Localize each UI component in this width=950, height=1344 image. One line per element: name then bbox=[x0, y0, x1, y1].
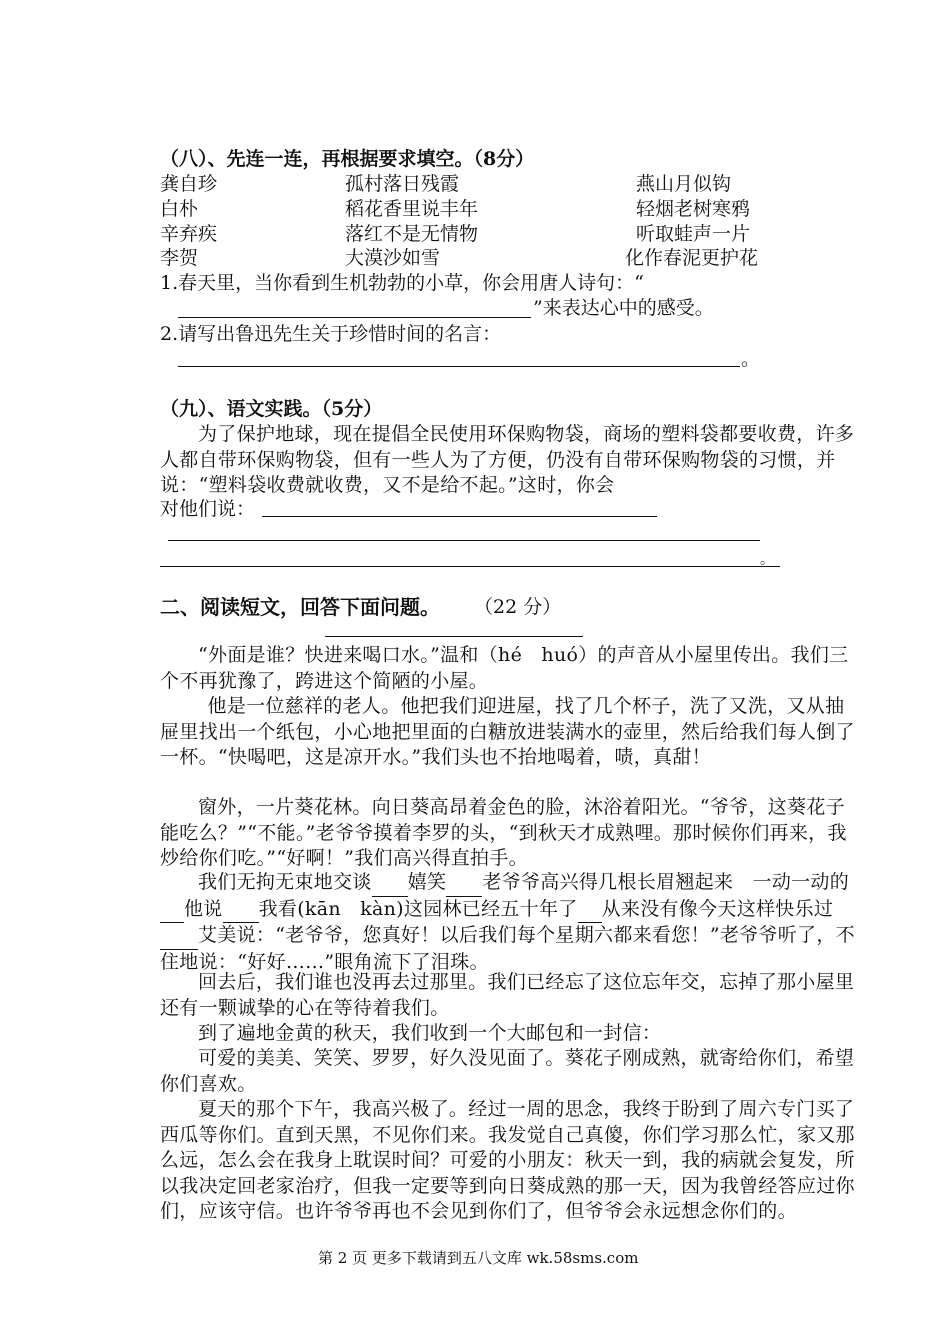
question-2-end: 。 bbox=[741, 348, 761, 370]
p4-part-b: 嬉笑 bbox=[407, 871, 447, 893]
poet-1: 龚自珍 bbox=[160, 173, 218, 195]
p4-part-g: 艾美说：“老爷爷，您真好！以后我们每个星期六都来看您！”老爷爷听了，不住地说：“好好……”眼角流下了泪珠。 bbox=[160, 924, 855, 973]
answer-line-9c[interactable] bbox=[160, 566, 780, 567]
question-1: 1.春天里，当你看到生机勃勃的小草，你会用唐人诗句：“ bbox=[160, 272, 644, 294]
verse-b-4: 化作春泥更护花 bbox=[625, 247, 759, 269]
story-paragraph-8: 夏天的那个下午，我高兴极了。经过一周的思念，我终于盼到了周六专门买了西瓜等你们。直到天黑，不见你们来。我发觉自己真傻，你们学习那么忙，家又那么远，怎么会在我身上耽误时间？可爱的小朋友：秋天一到，我的病就会复发，所以我决定回老家治疗，但我一定要等到向日葵成熟的那一天，因为我曾经答应过你们，应该守信。也许爷爷再也不会见到你们了，但爷爷会永远想念你们的。 bbox=[160, 1098, 855, 1222]
section9-title: （九）、语文实践。（5分） bbox=[160, 398, 383, 420]
story-paragraph-7: 可爱的美美、笑笑、罗罗，好久没见面了。葵花子刚成熟，就寄给你们，希望你们喜欢。 bbox=[160, 1047, 855, 1095]
section9-end-mark: 。 bbox=[760, 552, 774, 568]
p4-part-c: 老爷爷高兴得几根长眉翘起来 一动一动的 bbox=[482, 871, 850, 893]
answer-line-9b[interactable] bbox=[168, 540, 760, 541]
story-paragraph-2: 他是一位慈祥的老人。他把我们迎进屋，找了几个杯子，洗了又洗，又从抽屉里找出一个纸包，小心地把里面的白糖放进装满水的壶里，然后给我们每人倒了一杯。“快喝吧，这是凉开水。”我们头也不抬地喝着，啧，真甜！ bbox=[160, 695, 855, 768]
answer-line-q2[interactable] bbox=[178, 366, 740, 367]
story-paragraph-4 bbox=[160, 870, 860, 975]
punct-blank-4[interactable] bbox=[223, 897, 259, 924]
section9-paragraph: 为了保护地球，现在提倡全民使用环保购物袋，商场的塑料袋都要收费，许多人都自带环保购物袋，但有一些人为了方便，仍没有自带环保购物袋的习惯，并说：“塑料袋收费就收费，又不是给不起。”这时，你会 bbox=[160, 423, 855, 496]
p4-part-d: 他说 bbox=[184, 897, 223, 920]
poet-4: 李贺 bbox=[160, 247, 199, 269]
punct-blank-3[interactable] bbox=[160, 897, 184, 924]
punct-blank-2[interactable] bbox=[446, 870, 482, 897]
verse-a-3: 落红不是无情物 bbox=[345, 223, 479, 245]
verse-b-3: 听取蛙声一片 bbox=[636, 223, 751, 245]
verse-b-2: 轻烟老树寒鸦 bbox=[636, 198, 751, 220]
section2-title: 二、阅读短文，回答下面问题。 bbox=[160, 595, 440, 619]
title-blank-line[interactable] bbox=[325, 636, 583, 637]
poet-2: 白朴 bbox=[160, 198, 199, 220]
story-paragraph-6: 到了遍地金黄的秋天，我们收到一个大邮包和一封信： bbox=[198, 1022, 662, 1044]
punct-blank-1[interactable] bbox=[372, 870, 408, 897]
verse-a-1: 孤村落日残霞 bbox=[345, 173, 460, 195]
story-paragraph-1: “外面是谁？快进来喝口水。”温和（hé huó）的声音从小屋里传出。我们三个不再犹豫了，跨进这个简陋的小屋。 bbox=[160, 644, 849, 692]
verse-b-1: 燕山月似钩 bbox=[636, 173, 732, 195]
punct-blank-5[interactable] bbox=[578, 897, 602, 924]
verse-a-2: 稻花香里说丰年 bbox=[345, 198, 479, 220]
section8-title: （八）、先连一连，再根据要求填空。（8分） bbox=[160, 148, 535, 170]
page-footer: 第 2 页 更多下载请到五八文库 wk.58sms.com bbox=[318, 1249, 639, 1267]
story-paragraph-5: 回去后，我们谁也没再去过那里。我们已经忘了这位忘年交，忘掉了那小屋里还有一颗诚挚的心在等待着我们。 bbox=[160, 971, 855, 1019]
punct-blank-6[interactable] bbox=[160, 923, 198, 950]
poet-3: 辛弃疾 bbox=[160, 223, 218, 245]
answer-line-9a[interactable] bbox=[262, 516, 657, 517]
section9-prompt: 对他们说： bbox=[160, 498, 256, 520]
p4-part-e: 我看(kān kàn)这园林已经五十年了 bbox=[258, 897, 578, 920]
answer-line-q1[interactable] bbox=[178, 317, 531, 318]
question-1-suffix: ”来表达心中的感受。 bbox=[533, 297, 714, 319]
verse-a-4: 大漠沙如雪 bbox=[345, 247, 441, 269]
section2-score: （22 分） bbox=[474, 596, 562, 618]
story-paragraph-3: 窗外，一片葵花林。向日葵高昂着金色的脸，沐浴着阳光。“爷爷，这葵花子能吃么？”“不能。”老爷爷摸着李罗的头，“到秋天才成熟哩。那时候你们再来，我炒给你们吃。”“好啊！”我们高兴得直拍手。 bbox=[160, 796, 847, 869]
p4-part-a: 我们无拘无束地交谈 bbox=[198, 871, 372, 893]
p4-part-f: 从来没有像今天这样快乐过 bbox=[601, 897, 834, 920]
question-2: 2.请写出鲁迅先生关于珍惜时间的名言： bbox=[160, 323, 502, 345]
